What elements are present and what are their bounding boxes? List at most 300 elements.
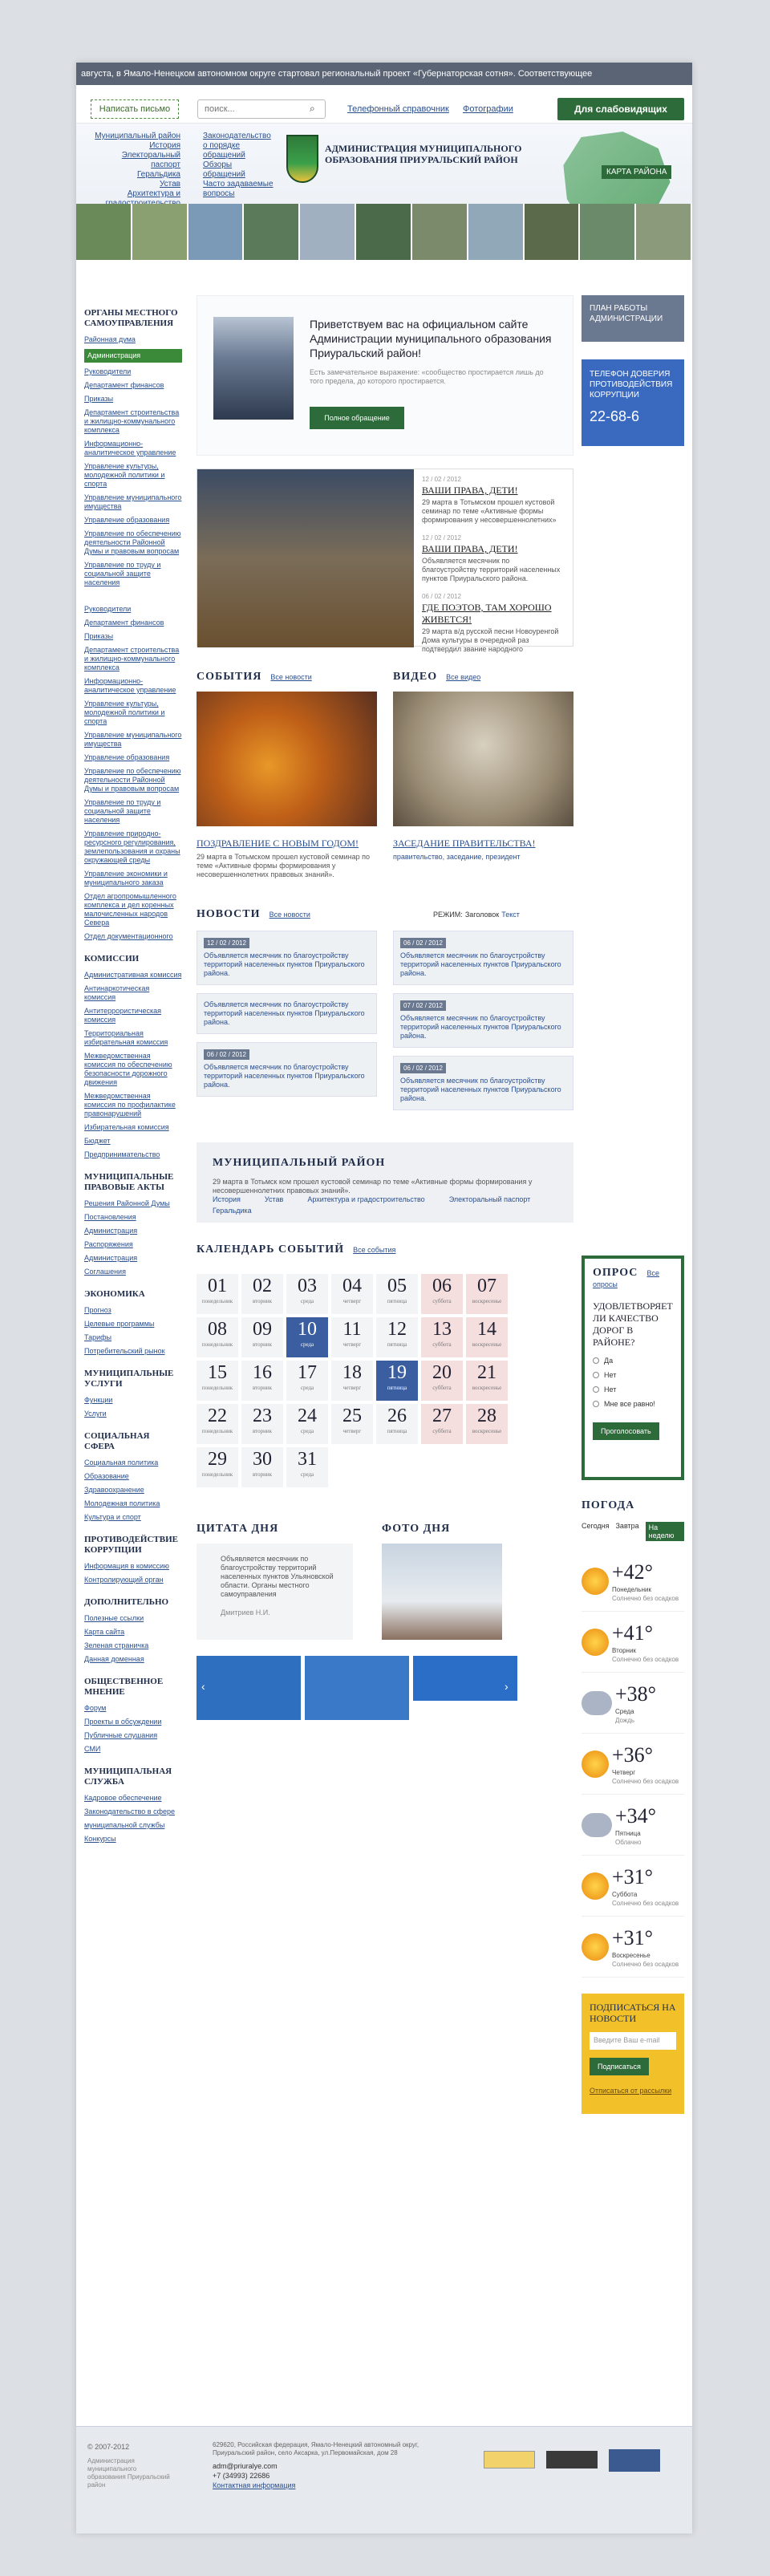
news-left [197,931,377,1118]
calendar-day[interactable] [421,1361,463,1401]
search-icon[interactable]: ⌕ [310,103,315,114]
calendar-day[interactable] [466,1317,508,1357]
weather-summary: Дождь [615,1716,635,1724]
calendar-day[interactable] [286,1274,328,1314]
poll-option[interactable] [593,1357,673,1365]
sidebar-heading: ОБЩЕСТВЕННОЕ МНЕНИЕ [84,1677,164,1697]
sidebar-link[interactable]: Распоряжения [84,1240,133,1248]
district-link[interactable]: Архитектура и градостроительство [307,1195,425,1203]
sidebar-link[interactable]: Данная доменная [84,1655,144,1663]
landscape-photo-strip [76,204,692,260]
header-link[interactable]: Архитектура и [127,189,180,198]
coat-of-arms-icon [286,135,318,183]
calendar-day-weekday: понедельник [201,1471,233,1478]
weather-row [582,1673,684,1734]
news-link[interactable]: Объявляется месячник по благоустройству территорий населенных пунктов Приуральского района. [400,1077,561,1102]
header-link[interactable]: Геральдика [136,170,180,179]
news-card [393,1056,573,1110]
photos-link[interactable]: Фотографии [463,104,513,114]
weather-summary: Солнечно без осадков [612,1594,679,1602]
news-mode-label: РЕЖИМ: [432,911,463,919]
sidebar-link[interactable]: Контролирующий орган [84,1576,164,1584]
weather-tab[interactable]: Завтра [615,1522,639,1530]
radio-icon[interactable] [593,1386,599,1393]
sidebar-link[interactable]: Административная комиссия [84,971,182,979]
subscribe-heading: ПОДПИСАТЬСЯ НА НОВОСТИ [590,2002,676,2024]
calendar-day-number: 02 [253,1276,272,1296]
sidebar-link[interactable]: Межведомственная комиссия по профилактике правонарушений [84,1092,176,1118]
poll-option-label: Да [604,1357,614,1365]
video-block [393,671,573,879]
write-letter-button[interactable]: Написать письмо [91,99,179,119]
events-caption-link[interactable]: ПОЗДРАВЛЕНИЕ С НОВЫМ ГОДОМ! [197,838,359,849]
calendar-day-number: 17 [298,1362,317,1383]
work-plan-link[interactable]: ПЛАН РАБОТЫ АДМИНИСТРАЦИИ [582,295,684,342]
subscribe-email-input[interactable]: Введите Ваш e-mail [590,2032,676,2050]
sun-icon [582,1872,609,1900]
sidebar-link[interactable]: Управление природно-ресурсного регулирования, землепользования и охраны окружающей среды [84,830,180,864]
sidebar-link[interactable]: Управление по обеспечению деятельности Районной Думы и правовым вопросам [84,529,181,555]
header-link[interactable]: Часто задаваемые вопросы [203,180,274,198]
tag-link[interactable]: заседание [446,853,482,861]
calendar-day-weekday: четверг [342,1341,362,1348]
hotline-title: ТЕЛЕФОН ДОВЕРИЯ ПРОТИВОДЕЙСТВИЯ КОРРУПЦИИ [590,370,673,400]
weather-row [582,1856,684,1917]
sidebar-link[interactable]: Администрация [84,1227,138,1235]
sidebar-link[interactable]: Районная дума [84,335,136,343]
calendar-day-number: 11 [342,1319,362,1340]
news-ticker: августа, в Ямало-Ненецком автономном округе стартовал региональный проект «Губернаторская сотня». Соответствующее [76,63,692,85]
poll-all-link[interactable]: Все опросы [593,1269,659,1288]
news-title-link[interactable]: ВАШИ ПРАВА, ДЕТИ! [422,485,518,496]
counter-badge-icon[interactable] [609,2449,660,2472]
district-heading: МУНИЦИПАЛЬНЫЙ РАЙОН [213,1157,386,1169]
calendar-day-weekday: четверг [342,1428,362,1434]
calendar-day-number: 16 [253,1362,272,1383]
weather-tabs [582,1522,684,1541]
sidebar-link[interactable]: Прогноз [84,1306,111,1314]
calendar-day-number: 28 [477,1406,496,1426]
weather-temp: +38° [615,1681,657,1706]
site-title: АДМИНИСТРАЦИЯ МУНИЦИПАЛЬНОГО ОБРАЗОВАНИЯ ПРИУРАЛЬСКИЙ РАЙОН [325,143,522,165]
news-summary: 29 марта в/д русской песни Новоуренгой Дома культуры в очередной раз подтвердил звание народного [422,627,559,653]
calendar-day-number: 08 [208,1319,227,1340]
sidebar-link[interactable]: Управление муниципального имущества [84,493,182,510]
district-block [197,1142,573,1223]
calendar-day-number: 24 [298,1406,317,1426]
sidebar-link[interactable]: Управление образования [84,753,170,761]
calendar-day-weekday: пятница [387,1385,407,1391]
calendar-day-number: 30 [253,1449,272,1470]
calendar-day[interactable] [197,1404,238,1444]
sun-icon [582,1568,609,1595]
calendar-day-number: 21 [477,1362,496,1383]
district-map-link[interactable]: КАРТА РАЙОНА [602,165,671,179]
sidebar-link[interactable]: Приказы [84,632,114,640]
weather-summary: Солнечно без осадков [612,1655,679,1663]
quote-photo-row [197,1523,573,1640]
calendar-day[interactable] [421,1274,463,1314]
footer-org: Администрация муниципального образования Приуральский район [87,2457,170,2489]
calendar-day-number: 27 [432,1406,452,1426]
district-link[interactable]: Электоральный паспорт [448,1195,531,1203]
calendar-day[interactable] [286,1317,328,1357]
events-all-link[interactable]: Все новости [270,673,312,681]
events-text: 29 марта в Тотьмском прошел кустовой семинар по теме «Активные формы формирования у несовершеннолетних правовых знаний». [197,853,370,878]
subscribe-block [582,1994,684,2114]
news-link[interactable]: Объявляется месячник по благоустройству территорий населенных пунктов Приуральского района. [204,1063,365,1089]
sidebar-link[interactable]: Услуги [84,1410,107,1418]
subscribe-button[interactable]: Подписаться [590,2058,649,2075]
calendar-all-link[interactable]: Все события [353,1246,396,1254]
weather-info [612,1926,679,1968]
calendar-day-weekday: понедельник [201,1298,233,1304]
weather-info [615,1682,656,1724]
calendar-day-weekday: понедельник [201,1341,233,1348]
left-sidebar [84,295,182,1848]
calendar-day[interactable] [241,1274,283,1314]
welcome-block [197,295,573,456]
calendar-day[interactable] [331,1274,373,1314]
poll-option[interactable] [593,1400,673,1408]
radio-icon[interactable] [593,1401,599,1407]
top-news-block [197,469,573,653]
sidebar-link[interactable]: Публичные слушания [84,1731,158,1739]
weather-day: Воскресенье [612,1951,650,1959]
news-date: 06 / 02 / 2012 [400,1063,446,1073]
sidebar-link[interactable]: Соглашения [84,1268,126,1276]
calendar-day-weekday: суббота [432,1428,452,1434]
news-link[interactable]: Объявляется месячник по благоустройству территорий населенных пунктов Приуральского района. [400,1014,561,1040]
header-link[interactable]: Обзоры обращений [203,160,245,179]
sidebar-link[interactable]: Решения Районной Думы [84,1199,170,1207]
calendar-day[interactable] [197,1361,238,1401]
sidebar-link[interactable]: Руководители [84,367,132,375]
flag-image[interactable] [305,1656,409,1720]
sidebar-link[interactable]: Зеленая страничка [84,1641,149,1649]
news-mode-title[interactable]: Заголовок [464,911,500,919]
counter-badge-icon[interactable] [546,2451,598,2468]
news-section [197,908,573,1118]
news-heading: НОВОСТИ [197,908,261,920]
sidebar-link[interactable]: Культура и спорт [84,1513,141,1521]
visually-impaired-button[interactable]: Для слабовидящих [557,98,684,120]
footer-phone: +7 (34993) 22686 [213,2472,270,2480]
header-link[interactable]: Электоральный паспорт [121,151,180,169]
sidebar-link[interactable]: Избирательная комиссия [84,1123,169,1131]
vote-button[interactable]: Проголосовать [593,1422,659,1440]
footer-email[interactable]: adm@priuralye.com [213,2462,278,2470]
sidebar-link[interactable]: Кадровое обеспечение [84,1794,162,1802]
flag-image[interactable] [197,1656,301,1720]
calendar-day-weekday: вторник [253,1428,272,1434]
calendar-day-weekday: среда [300,1341,314,1348]
poll-option[interactable] [593,1385,673,1393]
tag-link[interactable]: президент [485,853,521,861]
district-link[interactable]: История [213,1195,241,1203]
top-news-photo[interactable] [197,469,414,647]
calendar-day-weekday: вторник [253,1298,272,1304]
calendar-day[interactable] [421,1317,463,1357]
sun-icon [582,1933,609,1961]
calendar-day[interactable] [286,1447,328,1487]
weather-row [582,1917,684,1978]
sidebar-link[interactable]: Целевые программы [84,1320,155,1328]
carousel-prev-icon[interactable]: ‹ [201,1680,205,1693]
cloud-icon [582,1813,612,1837]
calendar-day[interactable] [241,1447,283,1487]
sidebar-link[interactable]: Информационно-аналитическое управление [84,677,176,694]
search-input[interactable] [197,99,326,119]
calendar-day[interactable] [331,1317,373,1357]
sidebar-link[interactable]: Управление культуры, молодежной политики и спорта [84,700,165,725]
calendar-day[interactable] [466,1274,508,1314]
news-right [393,931,573,1118]
poll-question: УДОВЛЕТВОРЯЕТ ЛИ КАЧЕСТВО ДОРОГ В РАЙОНЕ? [593,1300,673,1348]
sidebar-link[interactable]: Департамент финансов [84,381,164,389]
sidebar-spacer [84,592,182,605]
news-card [393,993,573,1048]
sidebar-link[interactable]: Администрация [84,1254,138,1262]
weather-info [612,1743,679,1785]
weather-day: Понедельник [612,1585,651,1593]
calendar-day[interactable] [466,1361,508,1401]
calendar-day-number: 19 [387,1362,407,1383]
sidebar-heading: МУНИЦИПАЛЬНЫЕ ПРАВОВЫЕ АКТЫ [84,1172,174,1192]
district-link[interactable]: Устав [264,1195,284,1203]
weather-info [612,1560,679,1602]
hotline-block[interactable] [582,359,684,446]
news-date: 06 / 02 / 2012 [422,593,461,600]
right-column [582,295,684,2114]
weather-list [582,1551,684,1978]
weather-info [612,1865,679,1907]
calendar-day-number: 13 [432,1319,452,1340]
sidebar-link[interactable]: муниципальной службы [84,1821,165,1829]
calendar-day-number: 20 [432,1362,452,1383]
calendar-day-number: 26 [387,1406,407,1426]
district-link[interactable]: Геральдика [213,1207,252,1215]
calendar-day[interactable] [376,1404,418,1444]
sidebar-link[interactable]: Проекты в обсуждении [84,1718,162,1726]
calendar-day-weekday: четверг [342,1298,362,1304]
sidebar-link[interactable]: Департамент строительства и жилищно-коммунального комплекса [84,646,180,671]
calendar-day-weekday: среда [300,1298,314,1304]
calendar-day-number: 29 [208,1449,227,1470]
sidebar-link[interactable]: Постановления [84,1213,136,1221]
news-link[interactable]: Объявляется месячник по благоустройству территорий населенных пунктов Приуральского района. [204,1000,365,1026]
weather-summary: Облачно [615,1838,642,1846]
footer-contacts-link[interactable]: Контактная информация [213,2481,296,2489]
sidebar-heading: ОРГАНЫ МЕСТНОГО САМОУПРАВЛЕНИЯ [84,308,178,328]
weather-heading: ПОГОДА [582,1499,635,1511]
news-link[interactable]: Объявляется месячник по благоустройству территорий населенных пунктов Приуральского района. [204,951,365,977]
sidebar-link[interactable]: Антитеррористическая комиссия [84,1007,162,1024]
calendar-day[interactable] [466,1404,508,1444]
sidebar-link[interactable]: Социальная политика [84,1458,159,1466]
sidebar-heading: ПРОТИВОДЕЙСТВИЕ КОРРУПЦИИ [84,1535,178,1555]
flag-image[interactable] [413,1656,517,1720]
sidebar-link[interactable]: Департамент финансов [84,619,164,627]
news-mode-text[interactable]: Текст [501,911,520,919]
sun-icon [582,1629,609,1656]
full-appeal-button[interactable]: Полное обращение [310,407,404,429]
sidebar-link[interactable]: Территориальная избирательная комиссия [84,1029,168,1046]
calendar-day[interactable] [197,1274,238,1314]
sidebar-link[interactable]: Приказы [84,395,114,403]
weather-tab[interactable]: На неделю [646,1522,684,1541]
news-card [197,993,377,1034]
calendar-day-weekday: вторник [253,1471,272,1478]
news-card [393,931,573,985]
sidebar-link[interactable]: Управление культуры, молодежной политики и спорта [84,462,165,488]
news-title-link[interactable]: ГДЕ ПОЭТОВ, ТАМ ХОРОШО ЖИВЕТСЯ! [422,602,552,625]
calendar-day[interactable] [286,1404,328,1444]
hotline-phone: 22-68-6 [590,408,640,424]
sidebar-link[interactable]: Карта сайта [84,1628,125,1636]
weather-day: Пятница [615,1829,641,1837]
calendar-day[interactable] [197,1317,238,1357]
calendar-day[interactable] [421,1404,463,1444]
top-news-list [422,476,566,663]
footer [76,2426,692,2533]
carousel-next-icon[interactable]: › [505,1680,509,1693]
calendar-day-number: 31 [298,1449,317,1470]
sidebar-link[interactable]: Форум [84,1704,107,1712]
sidebar-link[interactable]: Администрация [84,349,182,363]
calendar-day[interactable] [376,1317,418,1357]
calendar-day[interactable] [241,1361,283,1401]
calendar-day-weekday: пятница [387,1341,407,1348]
calendar-section [197,1243,573,1487]
radio-icon[interactable] [593,1372,599,1378]
header-link[interactable]: Законодательство о порядке обращений [203,132,271,160]
sidebar-link[interactable]: Законодательство в сфере [84,1807,176,1815]
sidebar-link[interactable]: Бюджет [84,1137,111,1145]
quote-card [197,1544,353,1640]
sidebar-link[interactable]: Информация в комиссию [84,1562,169,1570]
quote-author: Дмитриев Н.И. [221,1608,270,1617]
counter-badge-icon[interactable] [484,2451,535,2468]
sidebar-link[interactable]: Руководители [84,605,132,613]
sidebar-link[interactable]: Межведомственная комиссия по обеспечению безопасности дорожного движения [84,1052,172,1086]
calendar-day-number: 22 [208,1406,227,1426]
video-all-link[interactable]: Все видео [446,673,481,681]
news-columns [197,931,573,1118]
poll-option-label: Нет [604,1371,617,1379]
poll-option[interactable] [593,1371,673,1379]
events-heading: СОБЫТИЯ [197,671,262,683]
sidebar-link[interactable]: Управление по обеспечению деятельности Районной Думы и правовым вопросам [84,767,181,793]
sidebar-link[interactable]: Управление образования [84,516,170,524]
unsubscribe-link[interactable]: Отписаться от рассылки [590,2087,672,2095]
calendar-day-weekday: среда [300,1385,314,1391]
main-column [197,295,573,1723]
sidebar-link[interactable]: Полезные ссылки [84,1614,144,1622]
weather-temp: +36° [612,1742,654,1767]
sidebar-link[interactable]: Функции [84,1396,113,1404]
calendar-day-weekday: воскресенье [472,1385,502,1391]
calendar-day-number: 07 [477,1276,496,1296]
flags-carousel [197,1656,573,1723]
calendar-day-number: 05 [387,1276,407,1296]
sidebar-link[interactable]: Управление по труду и социальной защите населения [84,798,161,824]
sidebar-link[interactable]: Предпринимательство [84,1150,160,1158]
sidebar-link[interactable]: Молодежная политика [84,1499,160,1507]
photo-day-image[interactable] [382,1544,502,1640]
header-link[interactable]: История [149,141,180,150]
sidebar-link[interactable]: Здравоохранение [84,1486,144,1494]
calendar-day-weekday: вторник [253,1341,272,1348]
sidebar-link[interactable]: СМИ [84,1745,101,1753]
header-link[interactable]: Муниципальный район [95,132,180,140]
footer-address: 629620, Российская федерация, Ямало-Ненецкий автономный округ, Приуральский район, село Аксарка, ул.Первомайская, дом 28 [213,2441,419,2456]
calendar-day[interactable] [197,1447,238,1487]
sidebar-link[interactable]: Управление муниципального имущества [84,731,182,748]
tag-link[interactable]: правительство [393,853,443,861]
weather-temp: +31° [612,1864,654,1888]
calendar-day-number: 18 [342,1362,362,1383]
sidebar-link[interactable]: Управление по труду и социальной защите населения [84,561,161,586]
sidebar-link[interactable]: Конкурсы [84,1835,116,1843]
sidebar-link[interactable]: Информационно-аналитическое управление [84,440,176,456]
calendar-day[interactable] [241,1317,283,1357]
weather-row [582,1612,684,1673]
quote-text: Объявляется месячник по благоустройству территорий населенных пунктов Ульяновской области. Органы местного самоуправления [221,1555,334,1598]
calendar-day[interactable] [376,1274,418,1314]
sidebar-link[interactable]: Департамент строительства и жилищно-коммунального комплекса [84,408,180,434]
weather-row [582,1734,684,1795]
calendar-day[interactable] [331,1361,373,1401]
video-thumbnail[interactable] [393,692,573,826]
quote-heading: ЦИТАТА ДНЯ [197,1523,279,1535]
copyright: © 2007-2012 [87,2443,130,2451]
calendar-day-number: 01 [208,1276,227,1296]
weather-tab[interactable]: Сегодня [582,1522,610,1530]
calendar-day[interactable] [286,1361,328,1401]
sidebar-link[interactable]: Отдел документационного [84,932,173,940]
calendar-day-weekday: воскресенье [472,1428,502,1434]
calendar-day-weekday: пятница [387,1298,407,1304]
header-nav-district [92,132,180,209]
district-text: 29 марта в Тотьмск ком прошел кустовой семинар по теме «Активные формы формирования у несовершеннолетних правовых знаний». [213,1178,533,1195]
sidebar-link[interactable]: Антинаркотическая комиссия [84,984,150,1001]
sidebar-link[interactable]: Управление экономики и муниципального заказа [84,870,168,886]
sidebar-link[interactable]: Отдел агропромышленного комплекса и дел коренных малочисленных народов Севера [84,892,176,927]
header-link[interactable]: Устав [159,180,180,189]
sidebar-link[interactable]: Потребительский рынок [84,1347,165,1355]
events-photo[interactable] [197,692,377,826]
sidebar-link[interactable]: Образование [84,1472,129,1480]
calendar-day-weekday: пятница [387,1428,407,1434]
calendar-day[interactable] [331,1404,373,1444]
calendar-day[interactable] [376,1361,418,1401]
news-title-link[interactable]: ВАШИ ПРАВА, ДЕТИ! [422,543,518,554]
news-link[interactable]: Объявляется месячник по благоустройству территорий населенных пунктов Приуральского района. [400,951,561,977]
photo-day-heading: ФОТО ДНЯ [382,1523,451,1535]
sidebar-heading: ЭКОНОМИКА [84,1289,145,1299]
calendar-day[interactable] [241,1404,283,1444]
radio-icon[interactable] [593,1357,599,1364]
weather-temp: +34° [615,1803,657,1828]
news-all-link[interactable]: Все новости [269,911,310,919]
phone-directory-link[interactable]: Телефонный справочник [347,104,449,114]
calendar-day-number: 04 [342,1276,362,1296]
calendar-day-weekday: понедельник [201,1428,233,1434]
video-caption-link[interactable]: ЗАСЕДАНИЕ ПРАВИТЕЛЬСТВА! [393,838,536,849]
video-heading: ВИДЕО [393,671,438,683]
sidebar-link[interactable]: Тарифы [84,1333,112,1341]
